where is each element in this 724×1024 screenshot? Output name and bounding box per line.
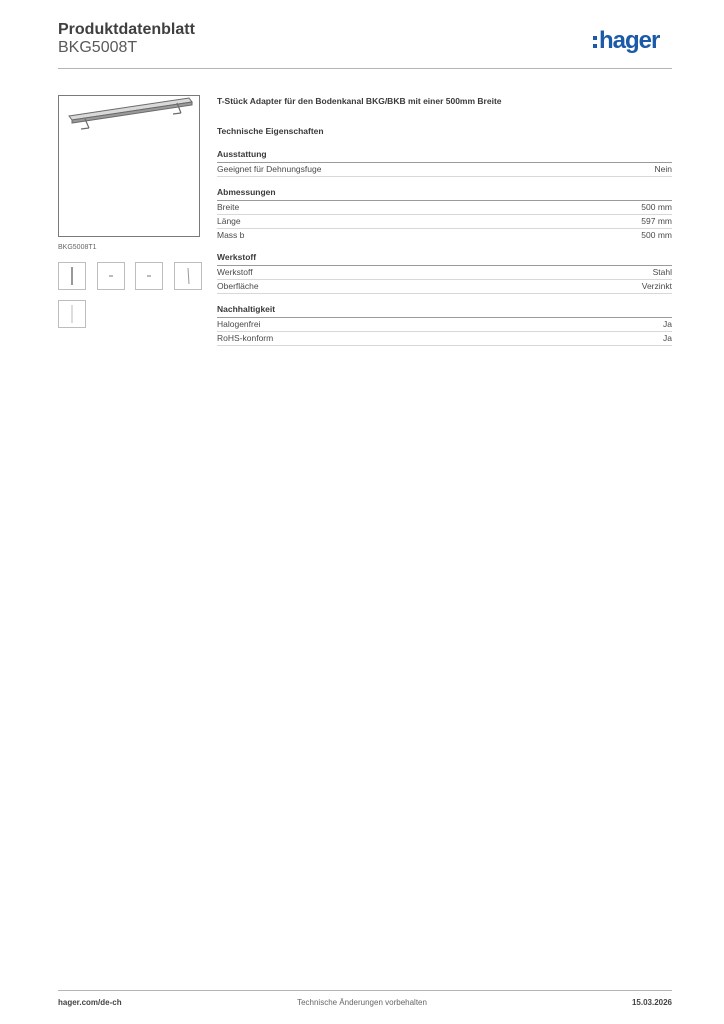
row-value: Verzinkt [641,281,672,291]
row-value: 500 mm [641,230,672,240]
row-value: Stahl [652,267,672,277]
thumbnail-4[interactable] [174,262,202,290]
row-label: Halogenfrei [217,319,261,329]
footer-date: 15.03.2026 [631,998,672,1007]
t-adapter-image [59,96,199,236]
footer-divider [58,990,672,991]
page-title: Produktdatenblatt [58,21,195,38]
table-row [217,201,672,215]
row-value: Nein [654,164,672,174]
article-number: BKG5008T [58,39,138,56]
row-value: 597 mm [641,216,672,226]
thumbnail-5[interactable] [58,300,86,328]
image-caption: BKG5008T1 [58,244,97,251]
row-label: RoHS-konform [217,333,274,343]
thumbnail-2[interactable] [97,262,125,290]
footer-website-link[interactable]: hager.com/de-ch [58,998,122,1007]
thumbnail-3[interactable] [135,262,163,290]
table-row [217,318,672,332]
row-label: Mass b [217,230,245,240]
section-werkstoff [217,252,672,294]
header-divider [58,68,672,69]
row-value: Ja [663,333,672,343]
section-ausstattung [217,149,672,177]
section-title: Werkstoff [217,252,672,266]
section-abmessungen [217,187,672,242]
product-details [217,96,672,356]
row-value: 500 mm [641,202,672,212]
logo-dots-icon [593,36,597,48]
section-title: Abmessungen [217,187,672,201]
product-image[interactable] [58,95,200,237]
row-value: Ja [663,319,672,329]
row-label: Werkstoff [217,267,253,277]
logo-text: hager [599,27,660,54]
section-title: Nachhaltigkeit [217,304,672,318]
table-row [217,229,672,242]
tech-properties-title: Technische Eigenschaften [217,126,324,136]
product-description: T-Stück Adapter für den Bodenkanal BKG/BKB mit einer 500mm Breite [217,96,502,106]
section-title: Ausstattung [217,149,672,163]
table-row [217,280,672,294]
table-row [217,266,672,280]
row-label: Oberfläche [217,281,259,291]
thumbnail-1[interactable] [58,262,86,290]
row-label: Breite [217,202,240,212]
row-label: Geeignet für Dehnungsfuge [217,164,322,174]
footer-notice: Technische Änderungen vorbehalten [297,998,427,1007]
row-label: Länge [217,216,241,226]
table-row [217,332,672,346]
section-nachhaltigkeit [217,304,672,346]
table-row [217,163,672,177]
hager-logo [593,26,659,56]
table-row [217,215,672,229]
